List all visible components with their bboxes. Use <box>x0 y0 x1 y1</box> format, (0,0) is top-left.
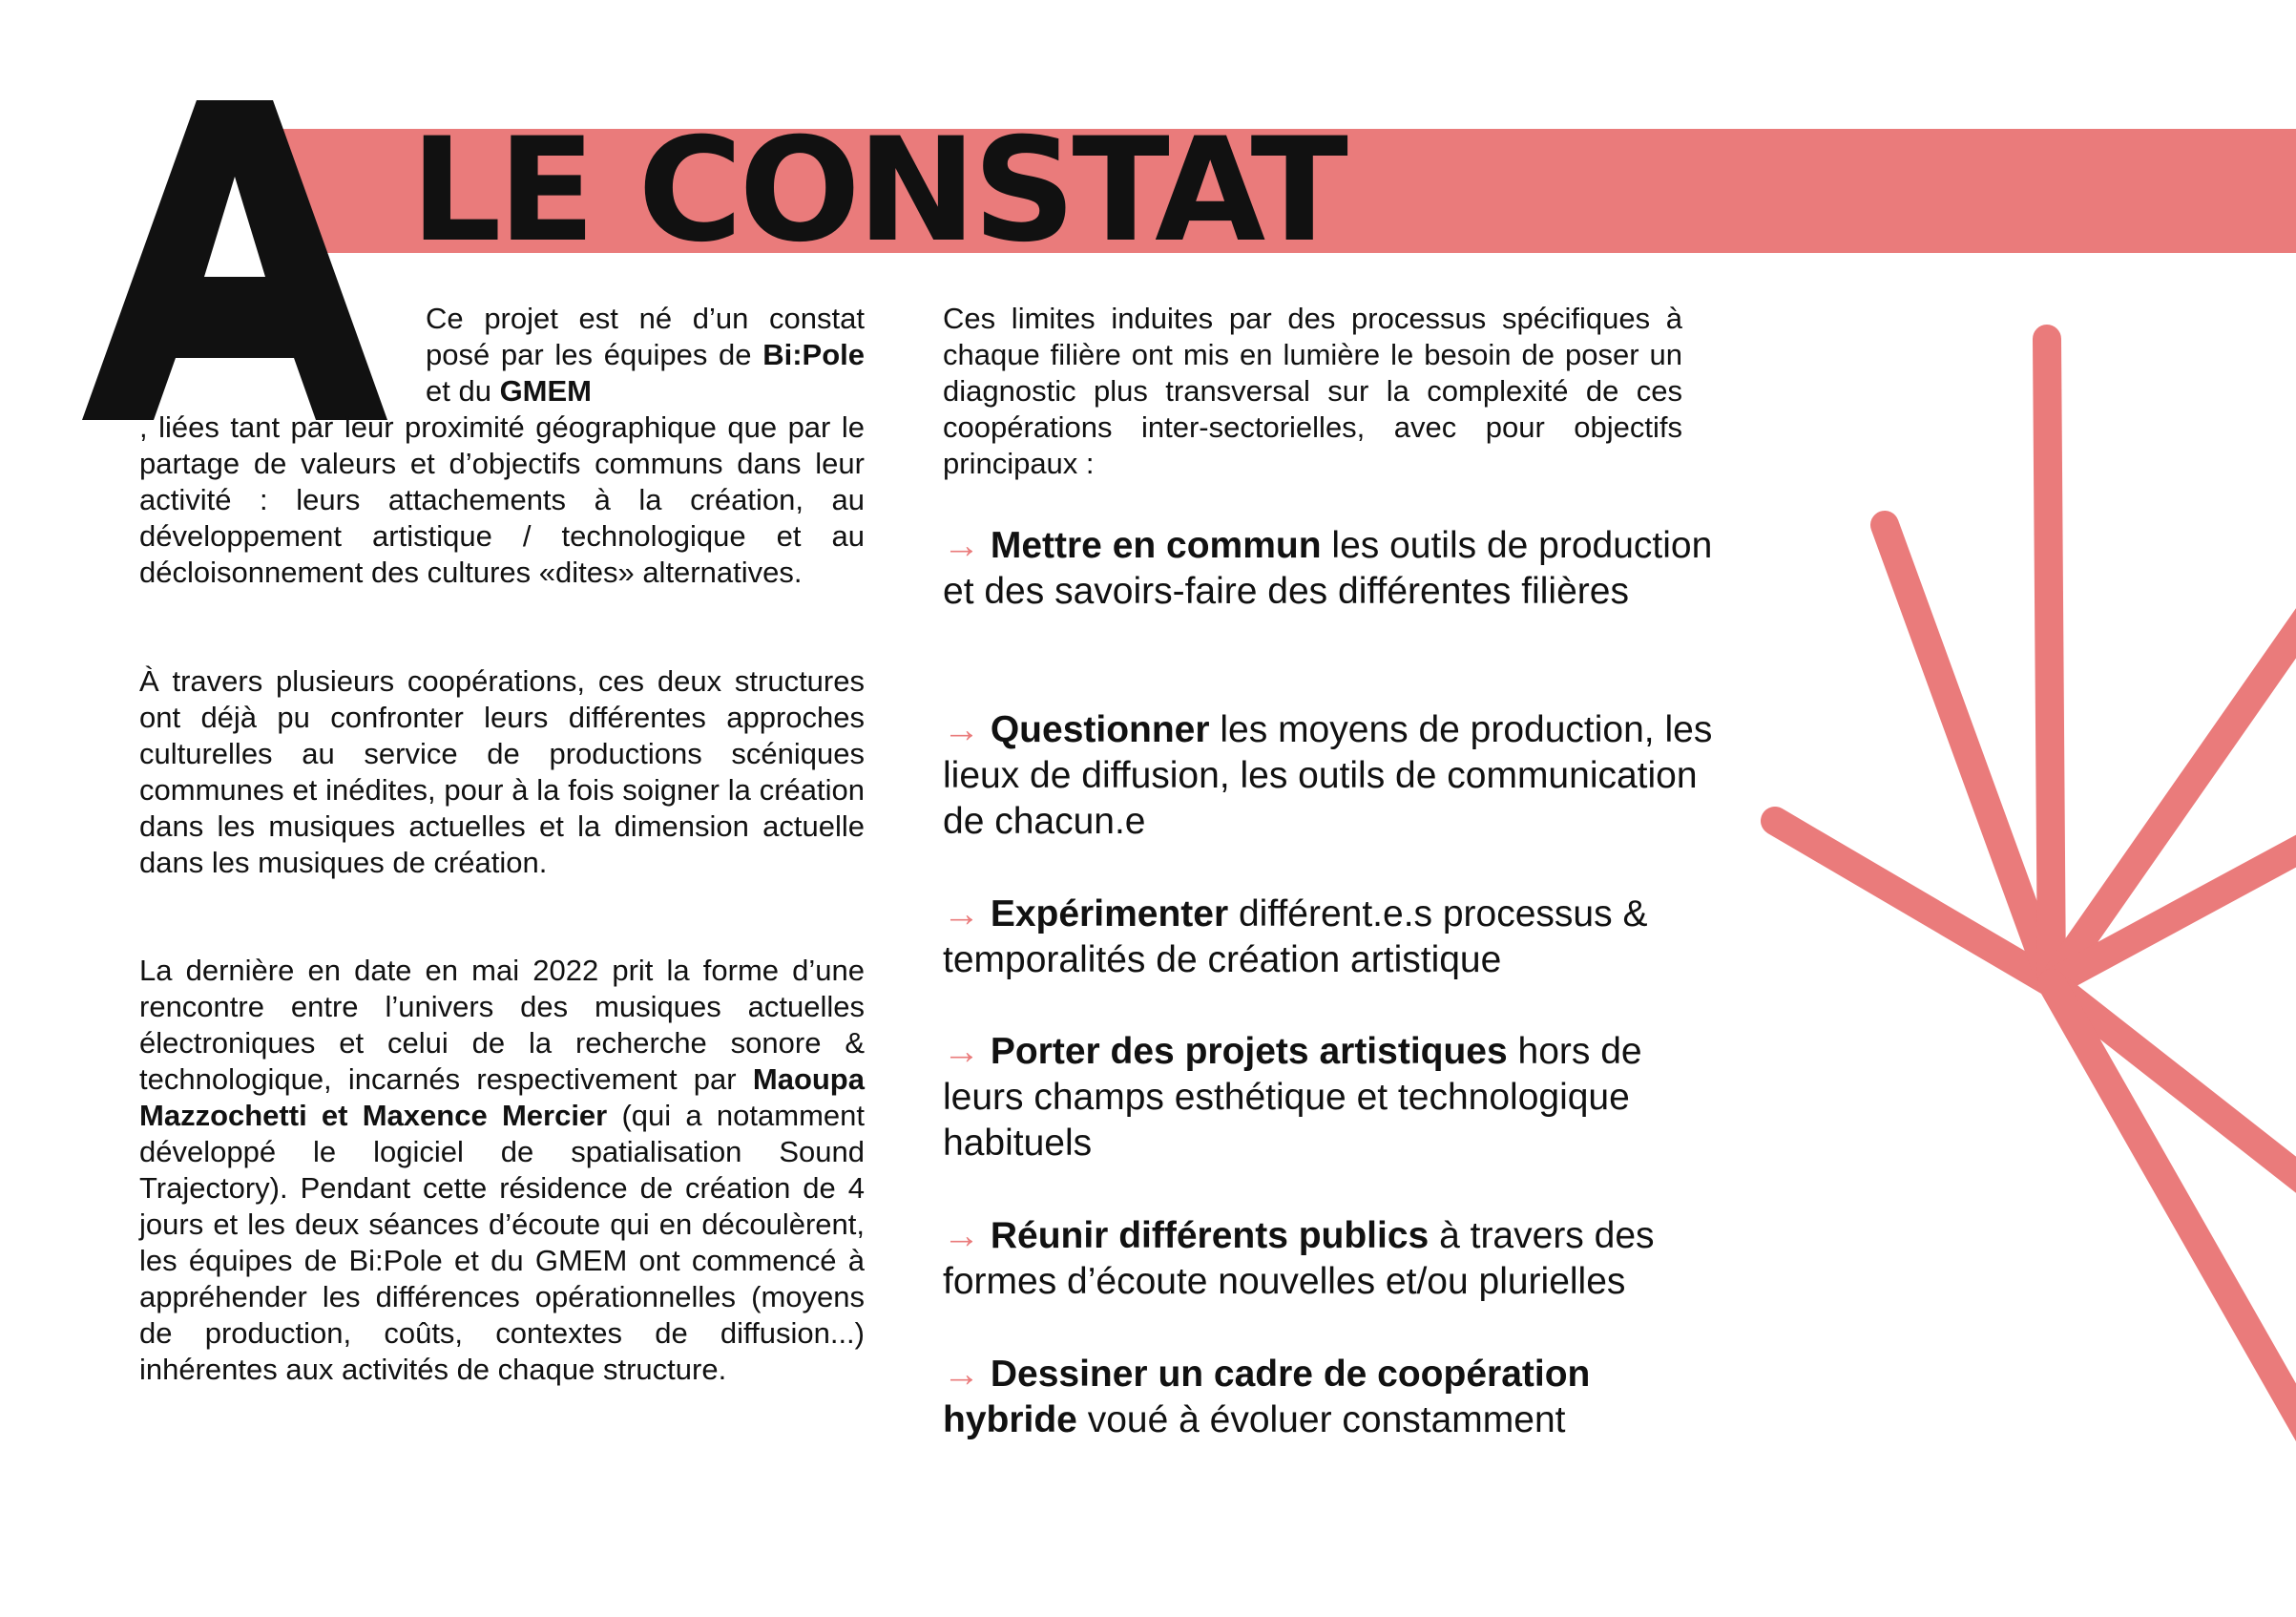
objective-item <box>943 1352 1725 1443</box>
last-cooperation-paragraph <box>139 953 865 1388</box>
arrow-right-icon: → <box>943 1354 980 1395</box>
objective-item <box>943 1029 1725 1166</box>
limits-paragraph: Ces limites induites par des processus spécifiques à chaque filière ont mis en lumière le besoin de poser un diagnostic plus transversal sur la complexité de ces coopérations inter-sectorielles, avec pour objectifs principaux : <box>943 302 1682 480</box>
objective-item <box>943 523 1725 615</box>
objective-keyword: Mettre en commun <box>990 525 1322 566</box>
page-title: LE CONSTAT <box>410 108 1345 274</box>
intro-text-2: et du <box>426 374 500 408</box>
objective-text: hors de leurs champs esthétique et technologique habituels <box>943 1031 1642 1164</box>
artists-names: Maoupa Mazzochetti et Maxence Mercier <box>139 1062 865 1132</box>
objective-item <box>943 1213 1725 1305</box>
objective-text: différent.e.s processus & temporalités de création artistique <box>943 893 1648 980</box>
objective-text: les outils de production et des savoirs-faire des différentes filières <box>943 525 1713 612</box>
arrow-right-icon: → <box>943 525 980 566</box>
objective-item <box>943 707 1725 845</box>
arrow-right-icon: → <box>943 709 980 750</box>
objective-keyword: Réunir différents publics <box>990 1215 1430 1256</box>
sunburst-rays-graphic <box>1737 286 2296 1617</box>
arrow-right-icon: → <box>943 1031 980 1072</box>
gmem-name: GMEM <box>499 374 592 408</box>
arrow-right-icon: → <box>943 1215 980 1256</box>
objective-text: à travers des formes d’écoute nouvelles et/ou plurielles <box>943 1215 1655 1302</box>
arrow-right-icon: → <box>943 893 980 934</box>
objective-keyword: Porter des projets artistiques <box>990 1031 1508 1072</box>
objective-keyword: Questionner <box>990 709 1210 750</box>
intro-text-1: Ce projet est né d’un constat posé par les équipes de <box>426 302 865 371</box>
intro-text-3: , liées tant par leur proximité géographique que par le partage de valeurs et d’objectifs communs dans leur activité : leurs attachements à la création, au développement artistique / technologique et au décloisonnement des cultures «dites» alternatives. <box>139 410 865 589</box>
last-cooperation-text-1: La dernière en date en mai 2022 prit la forme d’une rencontre entre l’univers des musiques actuelles électroniques et celui de la recherche sonore & technologique, incarnés respectivement par <box>139 954 865 1096</box>
objective-keyword: Expérimenter <box>990 893 1229 934</box>
objective-item <box>943 892 1725 983</box>
objective-keyword: Dessiner un cadre de coopération hybride <box>943 1354 1591 1440</box>
objective-text: les moyens de production, les lieux de diffusion, les outils de communication de chacun.e <box>943 709 1713 842</box>
intro-paragraph <box>139 301 865 591</box>
cooperations-paragraph: À travers plusieurs coopérations, ces deux structures ont déjà pu confronter leurs différentes approches culturelles au service de productions scéniques communes et inédites, pour à la fois soigner la création dans les musiques actuelles et la dimension actuelle dans les musiques de création. <box>139 664 865 879</box>
last-cooperation-text-2: (qui a notamment développé le logiciel de spatialisation Sound Trajectory). Pendant cette résidence de création de 4 jours et les deux séances d’écoute qui en découlèrent, les équipes de Bi:Pole et du GMEM ont commencé à appréhender les différences opérationnelles (moyens de production, coûts, contextes de diffusion...) inhérentes aux activités de chaque structure. <box>139 1099 865 1386</box>
bipole-name: Bi:Pole <box>762 338 865 371</box>
objective-text: voué à évoluer constamment <box>1076 1399 1566 1440</box>
